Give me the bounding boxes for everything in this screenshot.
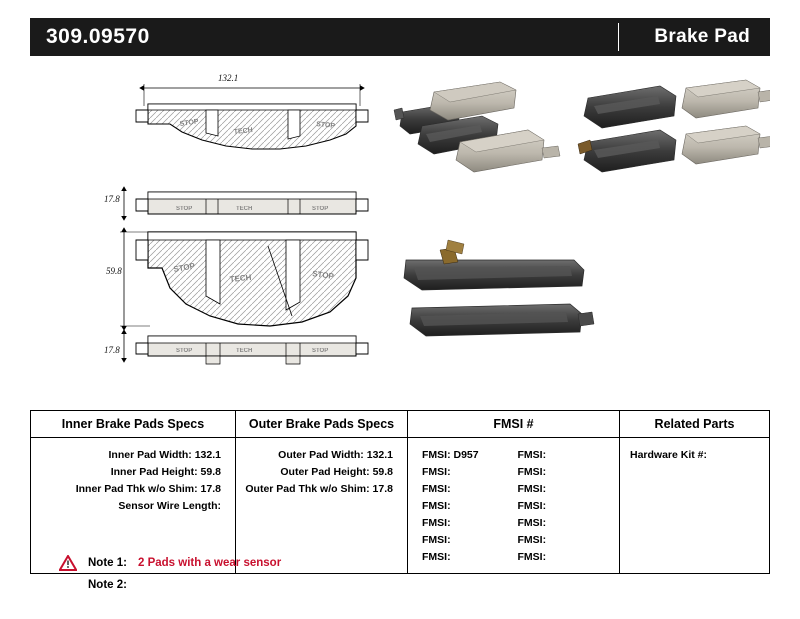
svg-text:STOP: STOP: [312, 348, 329, 354]
outer-spec-line: Outer Pad Width: 132.1: [278, 448, 393, 461]
column-header-related-parts: Related Parts: [654, 417, 735, 431]
inner-spec-line: Inner Pad Height: 59.8: [110, 465, 221, 478]
svg-text:TECH: TECH: [233, 127, 254, 136]
fmsi-line: FMSI:: [517, 516, 547, 529]
svg-text:STOP: STOP: [176, 206, 193, 212]
part-number: 309.09570: [46, 25, 150, 48]
fmsi-line: FMSI:: [517, 499, 547, 512]
svg-text:STOP: STOP: [311, 269, 335, 281]
fmsi-line: FMSI: D957: [422, 448, 479, 461]
svg-text:TECH: TECH: [229, 272, 252, 284]
dimension-label-upper-thickness: 17.8: [104, 194, 120, 204]
related-part-line: Hardware Kit #:: [630, 448, 708, 461]
note-1-text: 2 Pads with a wear sensor: [138, 557, 282, 569]
outer-spec-line: Outer Pad Thk w/o Shim: 17.8: [245, 482, 393, 495]
fmsi-line: FMSI:: [422, 465, 451, 478]
svg-text:STOP: STOP: [172, 261, 196, 274]
inner-spec-line: Inner Pad Thk w/o Shim: 17.8: [75, 482, 221, 495]
spec-table-header-row: [31, 411, 769, 438]
svg-text:STOP: STOP: [176, 348, 193, 354]
warning-icon: [56, 555, 80, 571]
fmsi-line: FMSI:: [422, 499, 451, 512]
svg-text:TECH: TECH: [236, 348, 253, 354]
fmsi-column-left: [422, 446, 518, 565]
fmsi-line: FMSI:: [517, 482, 547, 495]
svg-text:STOP: STOP: [179, 118, 200, 128]
technical-line-drawing: [30, 64, 770, 394]
svg-text:TECH: TECH: [236, 206, 253, 212]
fmsi-line: FMSI:: [517, 465, 547, 478]
column-header-outer-specs: Outer Brake Pads Specs: [236, 411, 408, 437]
fmsi-line: FMSI:: [422, 482, 451, 495]
document-header: [30, 18, 770, 56]
dimension-label-lower-thickness: 17.8: [104, 345, 120, 355]
technical-drawing-area: [30, 64, 770, 394]
inner-spec-line: Inner Pad Width: 132.1: [108, 448, 221, 461]
notes-section: [30, 552, 770, 596]
specifications-table: [30, 410, 770, 574]
fmsi-line: FMSI:: [517, 448, 547, 461]
note-1-label: Note 1:: [88, 557, 127, 569]
note-row-2: [30, 574, 770, 596]
fmsi-column-right: [518, 446, 614, 565]
note-2-label: Note 2:: [88, 579, 127, 591]
outer-spec-line: Outer Pad Height: 59.8: [280, 465, 393, 478]
svg-text:STOP: STOP: [315, 121, 336, 130]
page-title: Brake Pad: [654, 26, 750, 47]
column-header-fmsi: FMSI #: [408, 411, 620, 437]
svg-text:STOP: STOP: [312, 206, 329, 212]
fmsi-line: FMSI:: [517, 550, 547, 563]
fmsi-line: FMSI:: [422, 533, 451, 546]
fmsi-line: FMSI:: [422, 550, 451, 563]
column-header-inner-specs: Inner Brake Pads Specs: [31, 411, 236, 437]
inner-spec-line: Sensor Wire Length:: [118, 499, 221, 512]
header-divider: [618, 23, 619, 51]
dimension-label-height: 59.8: [106, 266, 122, 276]
note-row-1: [30, 552, 770, 574]
fmsi-line: FMSI:: [517, 533, 547, 546]
fmsi-line: FMSI:: [422, 516, 451, 529]
dimension-label-top-width: 132.1: [218, 73, 239, 83]
